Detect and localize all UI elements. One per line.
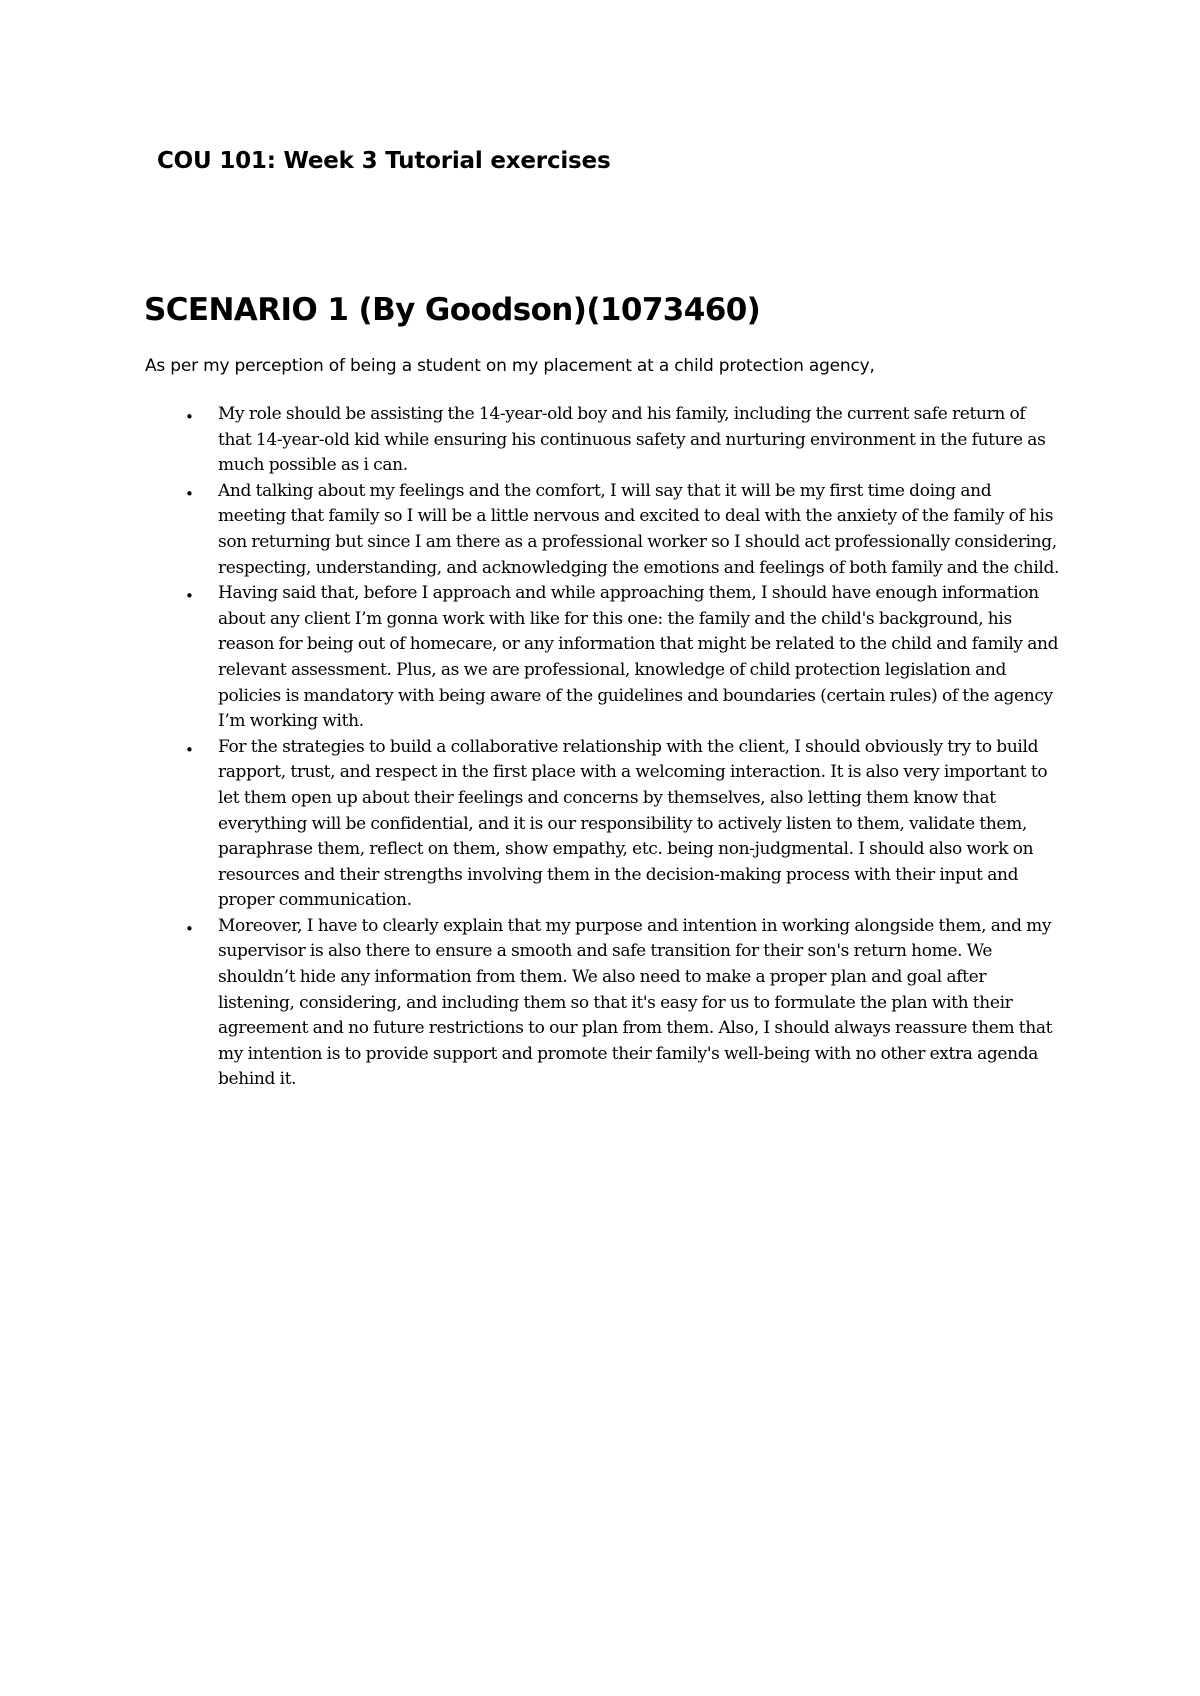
bullet-item <box>160 479 1060 581</box>
bullet-icon: • <box>185 587 194 606</box>
bullet-text: Moreover, I have to clearly explain that my purpose and intention in working alongside them, and my supervisor is also there to ensure a smooth and safe transition for their son's return home. We shouldn’t hide any information from them. We also need to make a proper plan and goal after listening, considering, and including them so that it's easy for us to formulate the plan with their agreement and no future restrictions to our plan from them. Also, I should always reassure them that my intention is to provide support and promote their family's well-being with no other extra agenda behind it. <box>218 915 1053 1090</box>
bullet-icon: • <box>185 919 194 938</box>
bullet-text: For the strategies to build a collaborative relationship with the client, I should obviously try to build rapport, trust, and respect in the first place with a welcoming interaction. It is also very important to let them open up about their feelings and concerns by themselves, also letting them know that everything will be confidential, and it is our responsibility to actively listen to them, validate them, paraphrase them, reflect on them, show empathy, etc. being non-judgmental. I should also work on resources and their strengths involving them in the decision-making process with their input and proper communication. <box>218 736 1048 911</box>
intro-paragraph: As per my perception of being a student on my placement at a child protection agency, <box>145 356 875 376</box>
bullet-list <box>160 402 1060 1093</box>
bullet-icon: • <box>185 408 194 426</box>
bullet-item <box>160 735 1060 914</box>
bullet-item <box>160 581 1060 735</box>
bullet-icon: • <box>185 740 194 759</box>
document-title: COU 101: Week 3 Tutorial exercises <box>157 148 611 174</box>
bullet-item <box>160 402 1060 479</box>
bullet-text: My role should be assisting the 14-year-old boy and his family, including the current safe return of that 14-year-old kid while ensuring his continuous safety and nurturing environment in the future as much possible as i can. <box>218 404 1046 476</box>
scenario-heading: SCENARIO 1 (By Goodson)(1073460) <box>144 292 761 328</box>
bullet-text: Having said that, before I approach and while approaching them, I should have enough information about any client I’m gonna work with like for this one: the family and the child's background, his reason for being out of homecare, or any information that might be related to the child and family and relevant assessment. Plus, as we are professional, knowledge of child protection legislation and policies is mandatory with being aware of the guidelines and boundaries (certain rules) of the agency I’m working with. <box>218 583 1059 732</box>
bullet-text: And talking about my feelings and the comfort, I will say that it will be my first time doing and meeting that family so I will be a little nervous and excited to deal with the anxiety of the family of his son returning but since I am there as a professional worker so I should act professionally considering, respecting, understanding, and acknowledging the emotions and feelings of both family and the child. <box>218 480 1060 578</box>
bullet-icon: • <box>185 484 194 503</box>
bullet-item <box>160 914 1060 1093</box>
